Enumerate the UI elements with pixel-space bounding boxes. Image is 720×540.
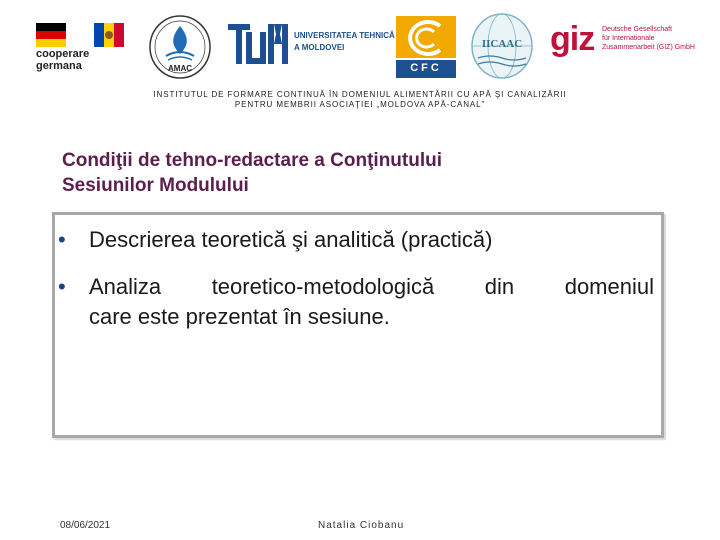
institute-header-line2: PENTRU MEMBRII ASOCIAŢIEI „MOLDOVA APĂ-CANAL”: [234, 100, 486, 109]
cfc-label: CFC: [410, 62, 442, 74]
giz-line2: für Internationale: [602, 35, 655, 42]
bullet-2-marker: •: [58, 274, 66, 299]
institute-header-line1: INSTITUTUL DE FORMARE CONTINUĂ ÎN DOMENIUL ALIMENTĂRII CU APĂ ŞI CANALIZĂRII: [153, 90, 567, 99]
bullet-2-line1: Analiza teoretico-metodologică din domeniul: [89, 274, 654, 299]
bullet-1-marker: •: [58, 227, 66, 252]
footer-author: Natalia Ciobanu: [318, 520, 405, 531]
amac-label: AMAC: [168, 64, 192, 73]
cfc-logo: [396, 16, 456, 78]
iicaac-label: IICAAC: [481, 38, 523, 50]
bullet-1-line1: Descrierea teoretică şi analitică (practică): [89, 227, 493, 252]
utm-line2: A MOLDOVEI: [294, 43, 345, 52]
iicaac-logo: [470, 12, 534, 80]
slide-title-line2: Sesiunilor Modulului: [62, 175, 249, 196]
utm-mark-icon: [226, 18, 290, 70]
giz-line3: Zusammenarbeit (GIZ) GmbH: [602, 44, 695, 51]
giz-mark: giz: [550, 20, 595, 58]
utm-line1: UNIVERSITATEA TEHNICĂ: [294, 31, 395, 40]
slide-title-line1: Condiţii de tehno-redactare a Conţinutului: [62, 150, 442, 171]
giz-line1: Deutsche Gesellschaft: [602, 26, 673, 33]
slide-title: [62, 148, 622, 198]
bullet-1-text: [89, 225, 654, 255]
giz-logo: [546, 20, 716, 70]
amac-logo: [146, 14, 214, 80]
bullet-2-line2: care este prezentat în sesiune.: [89, 304, 390, 329]
bullet-2-text: [89, 272, 654, 332]
footer-date: 08/06/2021: [60, 520, 111, 531]
utm-logo: [226, 18, 395, 70]
cooperare-line2: germana: [36, 60, 82, 72]
cooperare-line1: cooperare: [36, 48, 90, 60]
cooperare-germana-logo: [30, 18, 130, 78]
